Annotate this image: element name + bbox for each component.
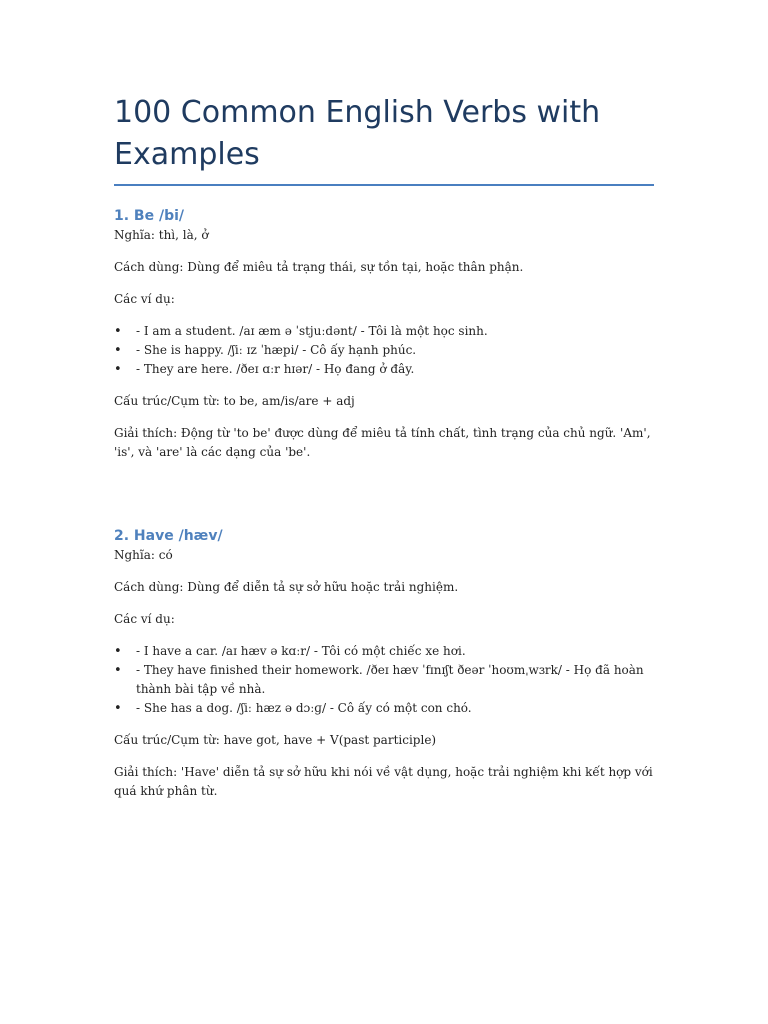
example-text: - They are here. /ðeɪ ɑːr hɪər/ - Họ đang ở đây. <box>136 362 415 376</box>
bullet-icon: • <box>114 663 122 678</box>
bullet-icon: • <box>114 343 122 358</box>
structure-text: Cấu trúc/Cụm từ: have got, have + V(past participle) <box>114 733 437 747</box>
example-text: - I have a car. /aɪ hæv ə kɑːr/ - Tôi có một chiếc xe hơi. <box>136 644 466 658</box>
bullet-icon: • <box>114 324 122 339</box>
usage-text: Cách dùng: Dùng để miêu tả trạng thái, sự tồn tại, hoặc thân phận. <box>114 260 524 274</box>
list-item <box>114 642 658 661</box>
bullet-icon: • <box>114 644 122 659</box>
example-text: - They have finished their homework. /ðeɪ hæv ˈfɪnɪʃt ðeər ˈhoʊmˌwɜrk/ - Họ đã hoàn thành bài tập về nhà. <box>136 663 644 696</box>
bullet-icon: • <box>114 701 122 716</box>
meaning-text: Nghĩa: thì, là, ở <box>114 228 209 242</box>
verb-section-have <box>114 526 658 801</box>
section-heading: 2. Have /hæv/ <box>114 528 223 544</box>
examples-label: Các ví dụ: <box>114 612 175 626</box>
verb-section-be <box>114 206 658 462</box>
bullet-icon: • <box>114 362 122 377</box>
meaning-text: Nghĩa: có <box>114 548 173 562</box>
list-item <box>114 661 658 699</box>
examples-label: Các ví dụ: <box>114 292 175 306</box>
example-text: - She has a dog. /ʃiː hæz ə dɔːɡ/ - Cô ấy có một con chó. <box>136 701 472 715</box>
list-item <box>114 341 658 360</box>
list-item <box>114 360 658 379</box>
examples-list <box>114 322 658 379</box>
explanation-text: Giải thích: 'Have' diễn tả sự sở hữu khi nói về vật dụng, hoặc trải nghiệm khi kết hợp với quá khứ phân từ. <box>114 765 653 798</box>
section-heading: 1. Be /bi/ <box>114 208 185 224</box>
example-text: - She is happy. /ʃiː ɪz ˈhæpi/ - Cô ấy hạnh phúc. <box>136 343 417 357</box>
document-title: 100 Common English Verbs with Examples <box>114 92 654 186</box>
explanation-text: Giải thích: Động từ 'to be' được dùng để miêu tả tính chất, tình trạng của chủ ngữ. 'Am', 'is', và 'are' là các dạng của 'be'. <box>114 426 651 459</box>
list-item <box>114 699 658 718</box>
usage-text: Cách dùng: Dùng để diễn tả sự sở hữu hoặc trải nghiệm. <box>114 580 459 594</box>
example-text: - I am a student. /aɪ æm ə ˈstjuːdənt/ - Tôi là một học sinh. <box>136 324 488 338</box>
examples-list <box>114 642 658 718</box>
list-item <box>114 322 658 341</box>
structure-text: Cấu trúc/Cụm từ: to be, am/is/are + adj <box>114 394 355 408</box>
